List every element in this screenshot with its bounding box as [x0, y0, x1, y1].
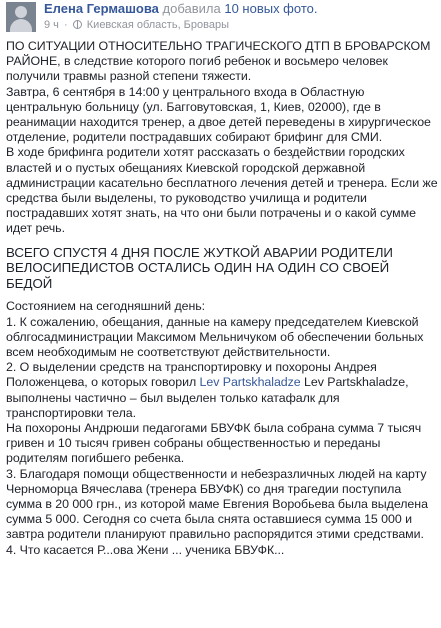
photos-link[interactable]: 10 новых фото.: [224, 1, 318, 16]
mention-link[interactable]: Lev Partskhaladze: [199, 375, 301, 390]
author-avatar[interactable]: [6, 2, 36, 32]
post-paragraph: В ходе брифинга родители хотят рассказать о бездействии городских властей и о пустых обещаниях Киевской городской державной администрации касательно бесплатного лечения детей и тренера. Если же средства были выделены, то руководство училища и родители пострадавших хотят знать, на что они были потрачены и о какой сумме идет речь.: [6, 145, 438, 236]
post-paragraph: Завтра, 6 сентября в 14:00 у центрального входа в Областную центральную больницу (ул. Багговутовская, 1, Киев, 02000), где в реанимации находится тренер, а двое детей переведены в хирургическое отделение, родители пострадавших собирают брифинг для СМИ.: [6, 84, 431, 145]
post-text: 2. О выделении средств на транспортировку и похороны Андрея Положенцева, о которых говорил: [6, 360, 377, 390]
post-headline: ВСЕГО СПУСТЯ 4 ДНЯ ПОСЛЕ ЖУТКОЙ АВАРИИ РОДИТЕЛИ ВЕЛОСИПЕДИСТОВ ОСТАЛИСЬ ОДИН НА ОДИН СО СВОЕЙ БЕДОЙ: [6, 244, 393, 291]
post-paragraph: 3. Благодаря помощи общественности и небезразличных людей на карту Черноморца Вячеслава (тренера БВУФК) со дня трагедии поступила сумма в 20 000 грн., из которой маме Евгения Воробьева была выделена сумма 5 000. Сегодня со счета была снята оставшиеся сумма 15 000 и завтра родители планируют правильно распорядится этими средствами.: [6, 466, 428, 542]
post-paragraph: 4. Что касается Р...ова Жени ... ученика БВУФК...: [6, 542, 285, 557]
post-paragraph: 1. К сожалению, обещания, данные на камеру председателем Киевской облгосадминистрации Максимом Мельничуком об обеспечении больных всем необходимым не соответствуют действительности.: [6, 314, 424, 360]
author-line: [44, 0, 437, 18]
post-action-text: добавила: [162, 1, 221, 16]
author-name-link[interactable]: Елена Гермашова: [44, 1, 159, 16]
post-paragraph: [6, 360, 438, 421]
post-paragraph: ПО СИТУАЦИИ ОТНОСИТЕЛЬНО ТРАГИЧЕСКОГО ДТП В БРОВАРСКОМ РАЙОНЕ, в следствие которого погиб ребенок и восьмеро человек получили травмы разной степени тяжести.: [6, 39, 431, 84]
post-time[interactable]: 9 ч: [44, 19, 59, 31]
post-body: [6, 39, 438, 558]
post-paragraph: Состоянием на сегодняшний день:: [6, 299, 206, 314]
post-paragraph: На похороны Андрюши педагогами БВУФК была собрана сумма 7 тысяч гривен и 10 тысяч гривен собраны общественностью и переданы родителям погибшего ребенка.: [6, 421, 422, 466]
globe-icon: [73, 20, 82, 29]
post-header: [44, 0, 437, 32]
post-meta: 9 ч · Киевская область, Бровары: [44, 19, 229, 31]
post-location[interactable]: Киевская область, Бровары: [86, 19, 229, 31]
post-text: Lev Partskhaladze, выполнены частично – был выделен только катафалк для транспортировки тела.: [6, 375, 409, 420]
